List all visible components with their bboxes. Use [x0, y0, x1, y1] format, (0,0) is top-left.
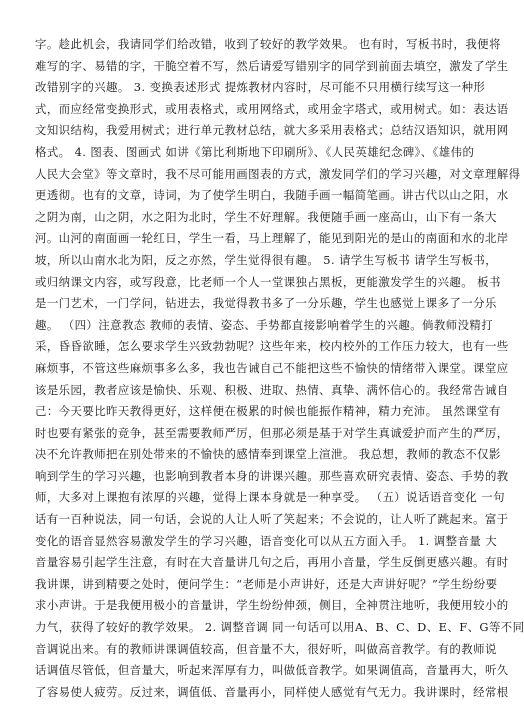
text-line: 字。趁此机会，我请同学们给改错，收到了较好的教学效果。 也有时，写板书时，我便将 — [35, 37, 501, 51]
text-line: 力气，获得了较好的教学效果。 2. 调整音调 同一句话可以用A、B、C、D、E、F、G等不同 — [35, 620, 524, 635]
text-line: 改错别字的兴趣。 3. 变换表述形式 提炼教材内容时，尽可能不只用横行续写这一种形 — [35, 80, 486, 95]
text-line: 话有一百种说法，同一句话，会说的人让人听了笑起来；不会说的，让人听了跳起来。富于 — [35, 512, 509, 527]
text-line: 音调说出来。有的教师讲课调值较高，但音量不大，很好听，叫做高音教学。有的教师说 — [35, 641, 497, 656]
text-line: 河。山河的南面画一轮红日，学生一看，马上理解了，能见到阳光的是山的南面和水的北岸 — [35, 231, 509, 246]
text-line: 我讲课，讲到精要之处时，便问学生：“老师是小声讲好，还是大声讲好呢？”学生纷纷要 — [35, 576, 498, 591]
text-line: 人民大会堂》等文章时，我不尽可能用画图表的方式，激发同学们的学习兴趣，对文章理解得 — [35, 166, 521, 181]
text-line: 时也要有紧张的竞争，甚至需要教师严厉，但那必须是基于对学生真诚爱护而产生的严厉， — [35, 425, 509, 440]
text-line: 更透彻。也有的文章，诗词，为了使学生明白，我随手画一幅简笔画。讲古代以山之阳，水 — [35, 188, 509, 203]
text-line: 了容易使人疲劳。反过来，调值低、音量再小，同样使人感觉有气无力。我讲课时，经常根 — [35, 684, 509, 699]
text-line: 己：今天要比昨天教得更好，这样便在极累的时候也能振作精神，精力充沛。 虽然课堂有 — [35, 404, 501, 419]
text-line: 音量容易引起学生注意，有时在大音量讲几句之后，再用小音量，学生反倒更感兴趣。有时 — [35, 555, 509, 570]
text-line: 该是乐园，教者应该是愉快、乐观、积极、进取、热情、真挚、满怀信心的。我经常告诫自 — [35, 382, 509, 397]
text-line: 求小声讲。于是我便用极小的音量讲，学生纷纷伸颈，侧目，全神贯注地听，我便用较小的 — [35, 598, 509, 613]
text-line: 麻烦事，不管这些麻烦事多么多，我也告诫自己不能把这些不愉快的情绪带入课堂。课堂应 — [35, 360, 509, 375]
text-line: 难写的字、易错的字，干脆空着不写，然后请爱写错别字的同学到前面去填空，激发了学生 — [35, 58, 509, 73]
text-line: 响到学生的学习兴趣，也影响到教者本身的讲课兴趣。那些喜欢研究表情、姿态、手势的教 — [35, 468, 509, 483]
text-line: 决不允许教师把在别处带来的不愉快的感情奉到课堂上渲泄。 我总想，教师的教态不仅影 — [35, 447, 501, 462]
text-line: 之阴为南，山之阴，水之阳为北时，学生不好理解。我便随手画一座高山，山下有一条大 — [35, 209, 497, 224]
text-line: 或归纳课文内容，或写段意，比老师一个人一堂课独占黑板，更能激发学生的兴趣。 板书 — [35, 274, 501, 289]
text-line: 文知识结构，我爱用树式；进行单元教材总结，就大多采用表格式；总结汉语知识，就用网 — [35, 123, 509, 138]
text-line: 变化的语音显然容易激发学生的学习兴趣，语音变化可以从五方面入手。 1. 调整音量 大 — [35, 533, 498, 548]
text-line: 采，昏昏欲睡，怎么要求学生兴致勃勃呢？这些年来，校内校外的工作压力较大，也有一些 — [35, 339, 509, 354]
text-line: 趣。 （四）注意教态 教师的表情、姿态、手势都直接影响着学生的兴趣。倘教师没精打 — [35, 317, 494, 332]
text-line: 是一门艺术，一门学问，钻进去，我觉得教书多了一分乐趣，学生也感觉上课多了一分乐 — [35, 296, 497, 311]
text-line: 话调值尽管低，但音量大，听起来浑厚有力，叫做低音教学。如果调值高，音量再大，听久 — [35, 663, 509, 678]
text-line: 师，大多对上课抱有浓厚的兴趣，觉得上课本身就是一种享受。 （五）说话语音变化 一句 — [35, 490, 505, 505]
text-line: 格式。 4. 图表、图画式 如讲《第比利斯地下印刷所》、《人民英雄纪念碑》、《雄伟的 — [35, 144, 475, 159]
body-text — [35, 34, 524, 703]
text-line: 坡，所以山南水北为阳，反之亦然，学生觉得很有趣。 5. 请学生写板书 请学生写板书， — [35, 252, 498, 267]
text-line: 式，而应经常变换形式，或用表格式，或用网络式，或用金字塔式，或用树式。如：表达语 — [35, 101, 509, 116]
